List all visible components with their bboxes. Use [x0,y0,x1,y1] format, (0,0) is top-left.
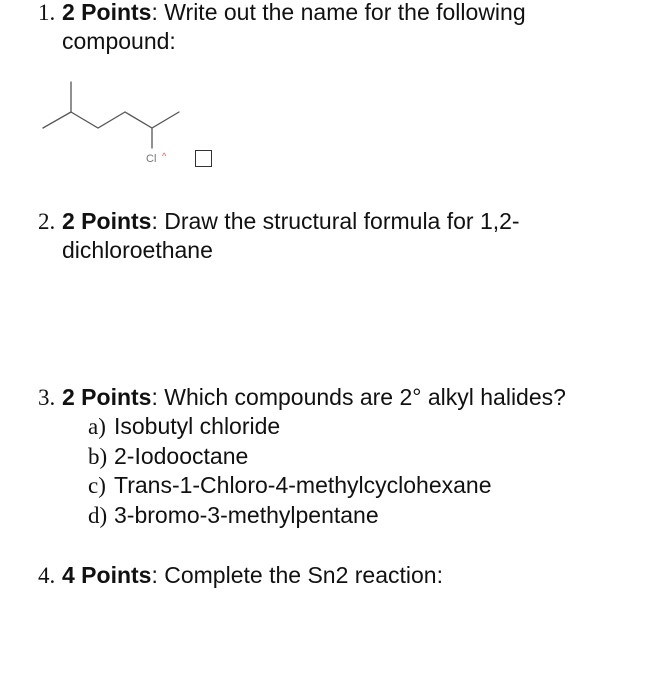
points-label: 4 Points [62,562,152,588]
charge-mark: ^ [162,151,167,161]
bond [152,112,179,128]
option-text: Trans-1-Chloro-4-methylcyclohexane [114,472,492,498]
question-3 [38,383,566,530]
question-prompt: : Write out the name for the following [151,0,526,25]
answer-checkbox[interactable] [195,150,212,167]
question-number: 3. [38,385,56,410]
question-number: 4. [38,563,56,588]
answer-options [38,412,566,530]
question-number: 2. [38,209,56,234]
question-prompt-continued: compound: [62,28,176,54]
answer-option-d[interactable] [88,501,566,531]
option-letter: a) [88,414,106,439]
option-letter: c) [88,473,106,498]
option-text: Isobutyl chloride [114,413,281,439]
bond [125,112,152,128]
answer-option-b[interactable] [88,442,566,472]
question-4 [38,561,443,590]
question-prompt-continued: dichloroethane [62,237,213,263]
option-text: 3-bromo-3-methylpentane [114,501,379,528]
answer-option-c[interactable] [88,471,566,501]
points-label: 2 Points [62,384,152,410]
question-1 [38,0,526,56]
question-prompt: : Which compounds are 2° alkyl halides? [151,384,566,410]
question-2 [38,207,520,265]
question-prompt: : Complete the Sn2 reaction: [151,562,443,588]
option-letter: b) [88,443,108,469]
points-label: 2 Points [62,208,152,234]
bond [98,112,125,128]
skeletal-structure-diagram [38,78,188,170]
points-label: 2 Points [62,0,152,25]
question-number: 1. [38,0,56,25]
option-text: 2-Iodooctane [114,442,249,469]
atom-label-cl: Cl [146,153,157,165]
option-letter: d) [88,502,108,528]
bond [43,112,71,128]
bond [71,112,98,128]
answer-option-a[interactable] [88,412,566,442]
question-prompt: : Draw the structural formula for 1,2- [151,208,520,234]
